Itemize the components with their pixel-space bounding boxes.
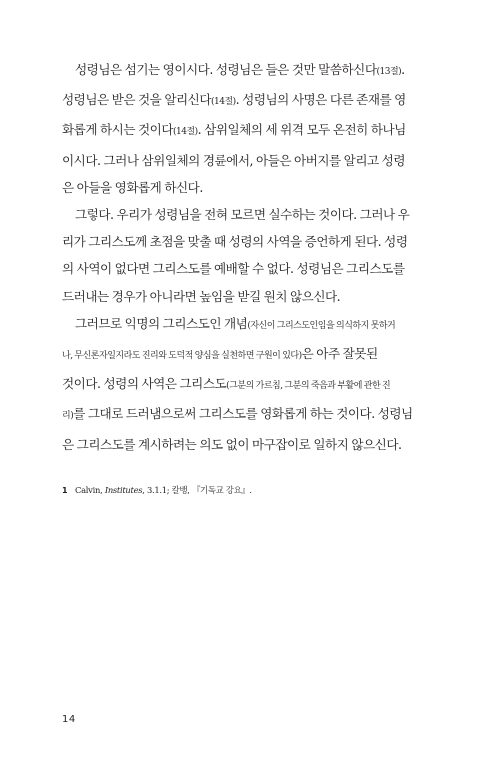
text-run: 드러내는 경우가 아니라면 높임을 받길 원치 않으신다. — [62, 288, 341, 304]
text-run: 성령님은 받은 것을 알리신다 — [62, 92, 211, 108]
verse-ref: (13절) — [376, 67, 402, 77]
text-run: 이시다. 그러나 삼위일체의 경륜에서, 아들은 아버지를 알리고 성령 — [62, 152, 405, 168]
text-run: 성령님은 섬기는 영이시다. 성령님은 들은 것만 말씀하신다 — [75, 62, 377, 77]
footnote-title: Institutes — [104, 485, 143, 495]
page-number: 14 — [62, 714, 76, 725]
text-run: . 삼위일체의 세 위격 모두 온전히 하나님 — [197, 122, 406, 138]
text-run: . — [401, 62, 405, 77]
text-run: 것이다. 성령의 사역은 그리스도 — [62, 376, 227, 392]
parenthetical: (자신이 그리스도인임을 의식하지 못하거 — [247, 320, 396, 331]
footnote — [62, 484, 438, 497]
main-text — [62, 56, 438, 458]
text-run: 를 그대로 드러냄으로써 그리스도를 영화롭게 하는 것이다. 성령님 — [73, 406, 413, 422]
paragraph-1 — [62, 56, 438, 201]
text-run: 은 그리스도를 계시하려는 의도 없이 마구잡이로 일하지 않으신다. — [62, 436, 402, 452]
parenthetical: 리) — [62, 411, 74, 422]
text-run: 그렇다. 우리가 성령님을 전혀 모르면 실수하는 것이다. 그러나 우 — [75, 207, 410, 223]
paragraph-2 — [62, 201, 438, 310]
text-run: 은 아들을 영화롭게 하신다. — [62, 179, 203, 195]
text-run: 은 아주 잘못된 — [301, 346, 378, 362]
verse-ref: (14절) — [211, 97, 236, 108]
footnote-author: Calvin, — [75, 485, 105, 495]
parenthetical: 나, 무신론자일지라도 진리와 도덕적 양심을 실천하면 구원이 있다) — [62, 351, 302, 362]
text-run: 리가 그리스도께 초점을 맞출 때 성령의 사역을 증언하게 된다. 성령 — [62, 234, 408, 250]
parenthetical: (그분의 가르침, 그분의 죽음과 부활에 관한 진 — [226, 381, 391, 392]
footnote-number: 1 — [62, 486, 68, 495]
text-run: 그러므로 익명의 그리스도인 개념 — [75, 315, 248, 331]
footnote-reference: , 3.1.1; 칼뱅, 『기독교 강요』. — [142, 485, 252, 495]
text-run: 화롭게 하시는 것이다 — [62, 122, 173, 138]
text-run: . 성령님의 사명은 다른 존재를 영 — [235, 92, 406, 108]
verse-ref: (14절) — [173, 127, 198, 138]
text-run: 의 사역이 없다면 그리스도를 예배할 수 없다. 성령님은 그리스도를 — [62, 261, 405, 277]
paragraph-3 — [62, 310, 438, 458]
